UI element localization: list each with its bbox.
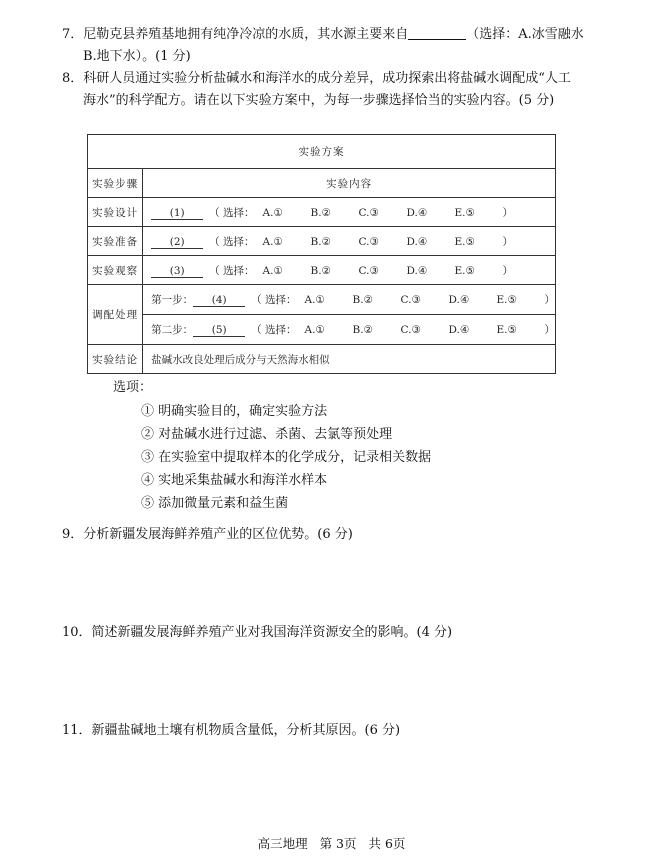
option-c: C.③ [400,324,421,336]
footer-page: 第 3页 [319,836,357,851]
q7-text-a: 7．尼勒克县养殖基地拥有纯净冷凉的水质，其水源主要来自 [62,27,409,42]
row-content [143,198,556,227]
option-e: E.⑤ [454,206,475,219]
question-10: 10．简述新疆发展海鲜养殖产业对我国海洋资源安全的影响。(4 分) [62,625,453,640]
answer-blank-3[interactable]: (3) [151,265,203,278]
option-d: D.④ [406,235,428,248]
answer-blank-5[interactable]: (5) [193,324,245,337]
footer-total: 共 6页 [368,836,406,851]
select-close: ） [502,264,513,277]
row-label: 调配处理 [88,285,143,345]
row-label: 实验设计 [88,198,143,227]
options-list [113,376,431,515]
step-label: 第一步： [151,294,194,306]
row-content [143,256,556,285]
answer-blank-4[interactable]: (4) [193,294,245,307]
option-b: B.② [352,324,373,336]
option-item: ④ 实地采集盐碱水和海洋水样本 [141,473,328,488]
row-content [143,285,556,315]
option-item: ① 明确实验目的，确定实验方法 [141,404,328,419]
question-8 [62,68,627,112]
table-row [88,256,556,285]
select-prefix: （ 选择： [209,264,255,277]
option-item: ⑤ 添加微量元素和益生菌 [141,496,289,511]
row-label: 实验观察 [88,256,143,285]
option-b: B.② [310,206,331,219]
table-row [88,285,556,315]
experiment-plan-table [87,134,556,374]
conclusion-text: 盐碱水改良处理后成分与天然海水相似 [143,345,556,374]
question-7 [62,24,622,68]
table-row [88,345,556,374]
option-e: E.⑤ [496,324,517,336]
option-c: C.③ [358,206,379,219]
select-close: ） [502,235,513,248]
options-heading: 选项： [113,380,153,395]
option-a: A.① [304,324,325,336]
q8-line-2: 海水”的科学配方。请在以下实验方案中，为每一步骤选择恰当的实验内容。(5 分) [83,93,555,108]
select-prefix: （ 选择： [209,206,255,219]
row-label: 实验准备 [88,227,143,256]
option-d: D.④ [406,264,428,277]
option-b: B.② [310,264,331,277]
select-close: ） [502,206,513,219]
page-footer [0,834,663,852]
header-content: 实验内容 [143,169,556,198]
option-c: C.③ [358,264,379,277]
q7-text-b: （选择：A.冰雪融水 [466,27,584,42]
answer-blank-1[interactable]: (1) [151,207,203,220]
option-a: A.① [262,264,283,277]
select-prefix: （ 选择： [251,294,297,306]
table-row [88,315,556,345]
option-c: C.③ [400,294,421,306]
answer-blank-2[interactable]: (2) [151,236,203,249]
q7-answer-blank[interactable] [408,25,466,40]
q7-text-c: B.地下水）。(1 分) [83,49,191,64]
step-label: 第二步： [151,324,194,336]
header-step: 实验步骤 [88,169,143,198]
option-b: B.② [352,294,373,306]
table-row [88,198,556,227]
table-title: 实验方案 [88,135,556,169]
option-d: D.④ [448,294,470,306]
select-close: ） [544,324,555,336]
option-e: E.⑤ [496,294,517,306]
option-item: ② 对盐碱水进行过滤、杀菌、去氯等预处理 [141,427,393,442]
option-e: E.⑤ [454,264,475,277]
question-11: 11．新疆盐碱地土壤有机物质含量低，分析其原因。(6 分) [62,723,401,738]
option-a: A.① [262,206,283,219]
select-close: ） [544,294,555,306]
question-9: 9．分析新疆发展海鲜养殖产业的区位优势。(6 分) [62,527,353,542]
footer-subject: 高三地理 [257,836,308,851]
select-prefix: （ 选择： [251,324,297,336]
option-item: ③ 在实验室中提取样本的化学成分，记录相关数据 [141,450,432,465]
option-b: B.② [310,235,331,248]
option-a: A.① [304,294,325,306]
option-e: E.⑤ [454,235,475,248]
table-row [88,227,556,256]
option-a: A.① [262,235,283,248]
q8-line-1: 8．科研人员通过实验分析盐碱水和海洋水的成分差异，成功探索出将盐碱水调配成“人工 [62,71,571,86]
row-content [143,227,556,256]
row-label: 实验结论 [88,345,143,374]
select-prefix: （ 选择： [209,235,255,248]
row-content [143,315,556,345]
option-c: C.③ [358,235,379,248]
option-d: D.④ [406,206,428,219]
option-d: D.④ [448,324,470,336]
